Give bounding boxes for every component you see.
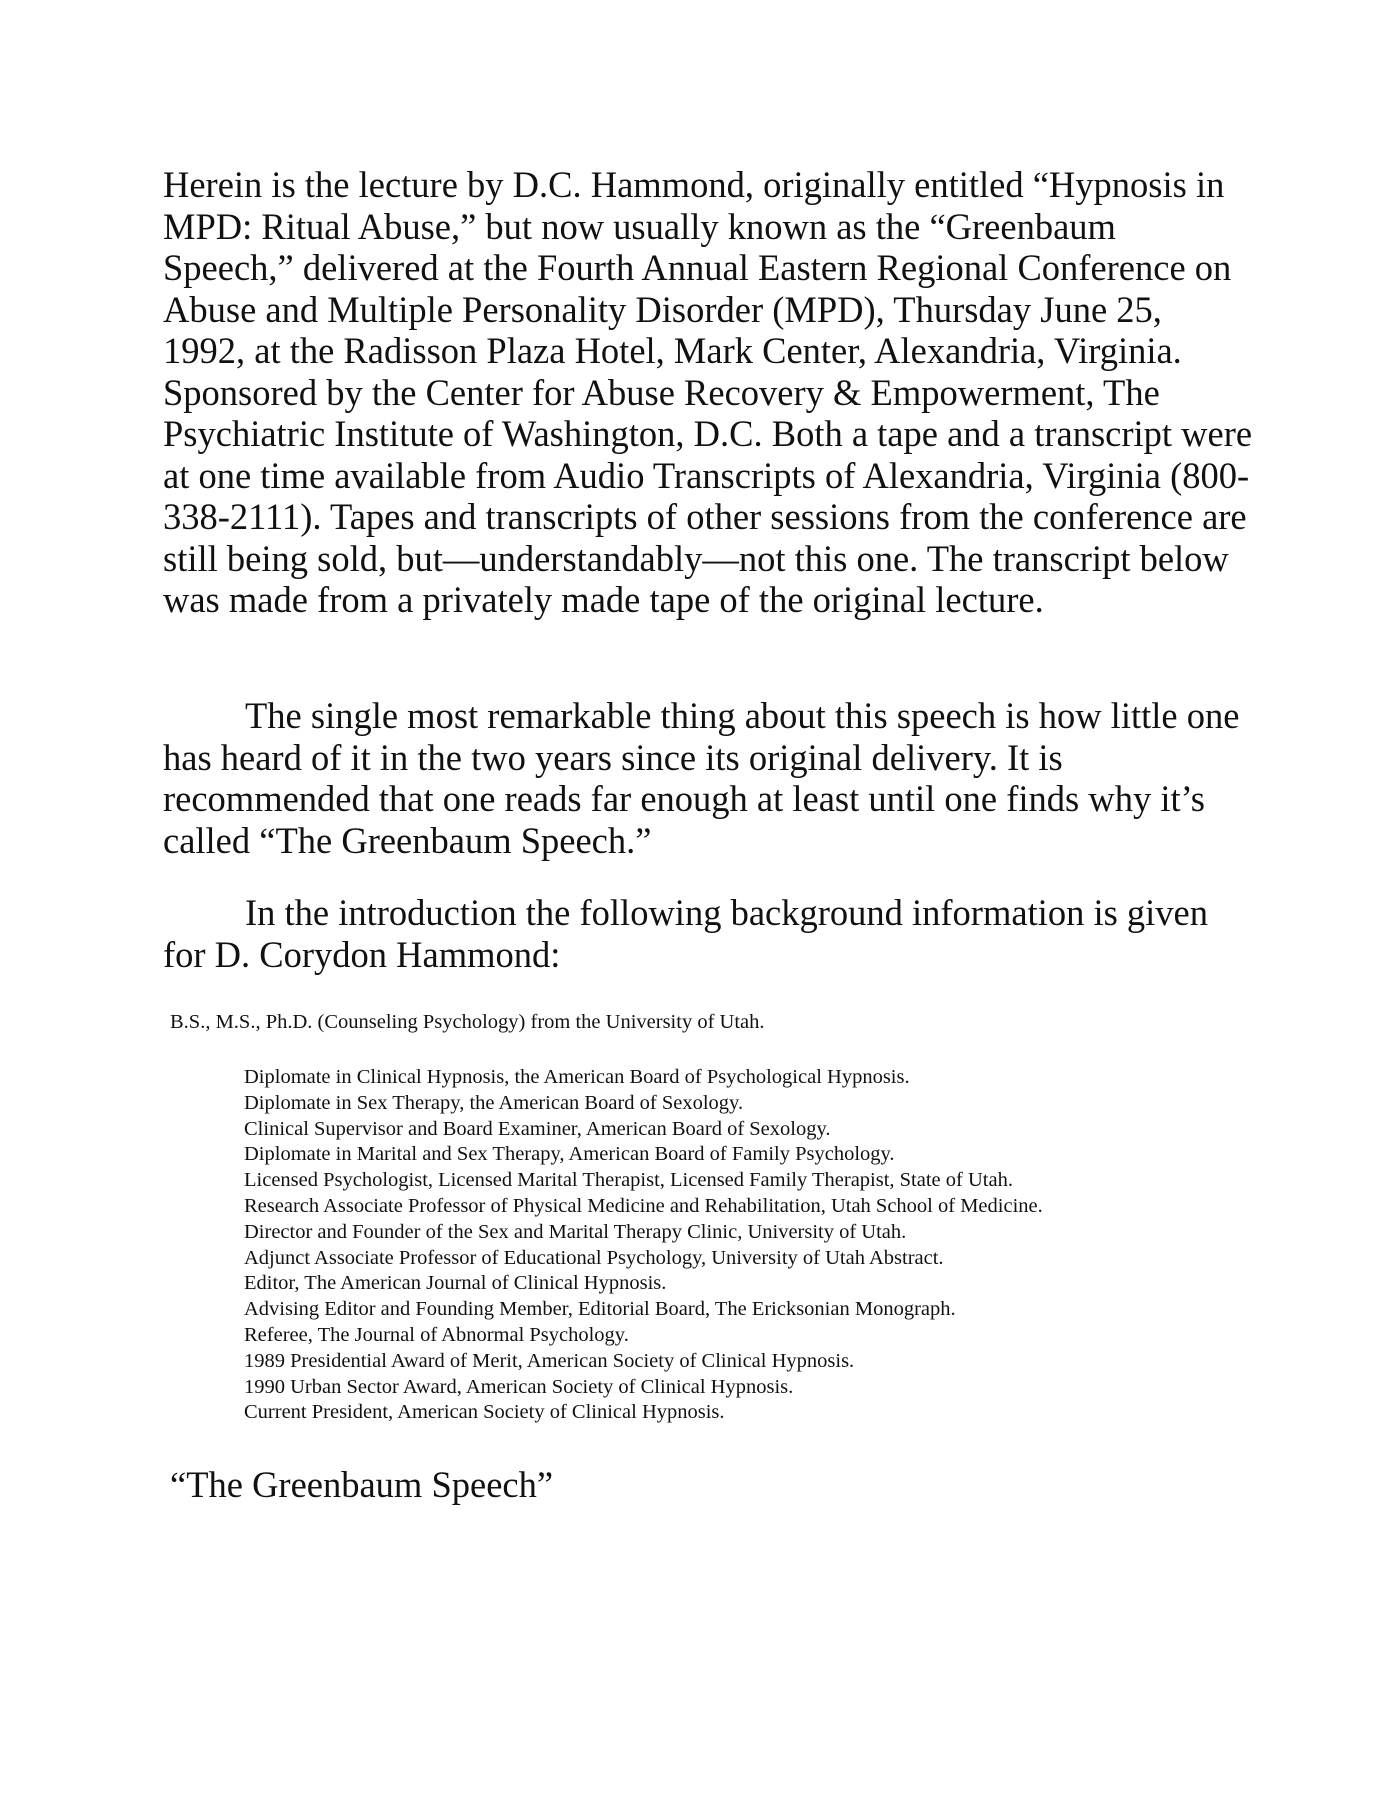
- credential-item: 1990 Urban Sector Award, American Society of Clinical Hypnosis.: [244, 1375, 794, 1398]
- credential-item: Director and Founder of the Sex and Marital Therapy Clinic, University of Utah.: [244, 1220, 907, 1243]
- credential-item: Diplomate in Marital and Sex Therapy, American Board of Family Psychology.: [244, 1143, 895, 1166]
- intro-paragraph-3: In the introduction the following background information is given for D. Corydon Hammond:: [163, 892, 1209, 975]
- intro-paragraph-1: Herein is the lecture by D.C. Hammond, originally entitled “Hypnosis in MPD: Ritual Abuse,” but now usually known as the “Greenbaum Speech,” delivered at the Fourth Annual Eastern Regional Conference on Abuse and Multiple Personality Disorder (MPD), Thursday June 25, 1992, at the Radisson Plaza Hotel, Mark Center, Alexandria, Virginia. Sponsored by the Center for Abuse Recovery & Empowerment, The Psychiatric Institute of Washington, D.C. Both a tape and a transcript were at one time available from Audio Transcripts of Alexandria, Virginia (800-338-2111). Tapes and transcripts of other sessions from the conference are still being sold, but—understandably—not this one. The transcript below was made from a privately made tape of the original lecture.: [163, 164, 1253, 620]
- credential-item: Diplomate in Clinical Hypnosis, the American Board of Psychological Hypnosis.: [244, 1066, 910, 1088]
- credential-item: Referee, The Journal of Abnormal Psychology.: [244, 1323, 629, 1346]
- credential-item: 1989 Presidential Award of Merit, American Society of Clinical Hypnosis.: [244, 1349, 855, 1372]
- credentials-list: [244, 1065, 1043, 1426]
- credential-degree: B.S., M.S., Ph.D. (Counseling Psychology) from the University of Utah.: [170, 1011, 765, 1033]
- credential-item: Editor, The American Journal of Clinical Hypnosis.: [244, 1272, 667, 1295]
- credential-item: Licensed Psychologist, Licensed Marital Therapist, Licensed Family Therapist, State of Utah.: [244, 1169, 1013, 1192]
- credential-item: Research Associate Professor of Physical Medicine and Rehabilitation, Utah School of Medicine.: [244, 1194, 1043, 1217]
- credential-item: Clinical Supervisor and Board Examiner, American Board of Sexology.: [244, 1117, 831, 1140]
- credential-item: Advising Editor and Founding Member, Editorial Board, The Ericksonian Monograph.: [244, 1298, 956, 1321]
- credential-item: Adjunct Associate Professor of Educational Psychology, University of Utah Abstract.: [244, 1246, 944, 1269]
- intro-paragraph-2: The single most remarkable thing about this speech is how little one has heard of it in the two years since its original delivery. It is recommended that one reads far enough at least until one finds why it’s called “The Greenbaum Speech.”: [163, 695, 1240, 861]
- section-heading: “The Greenbaum Speech”: [170, 1464, 554, 1505]
- credential-item: Diplomate in Sex Therapy, the American Board of Sexology.: [244, 1091, 744, 1114]
- credential-item: Current President, American Society of Clinical Hypnosis.: [244, 1401, 725, 1424]
